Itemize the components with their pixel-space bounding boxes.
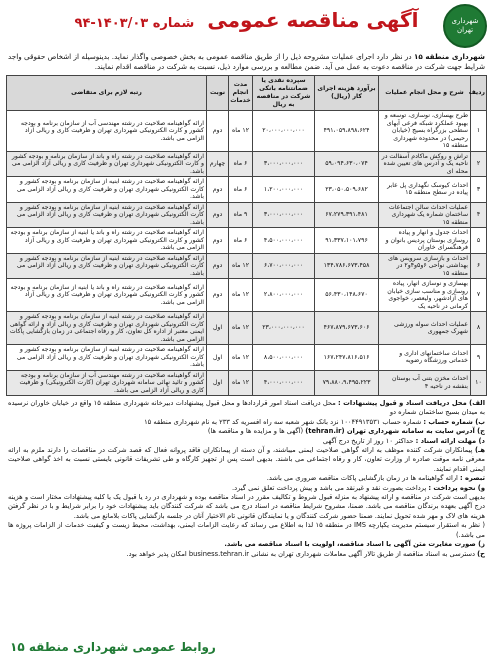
- note-label: تبصره :: [460, 474, 485, 483]
- cell-desc: احداث و بازسازی سرویس های بهداشتی نواحی ۶و۵و۴و۲ در منطقه ۱۵: [379, 253, 471, 279]
- cell-deposit: ۲،۸۰۰،۰۰۰،۰۰۰: [253, 279, 315, 312]
- cell-deposit: ۱،۲۰۰،۰۰۰،۰۰۰: [253, 177, 315, 203]
- cell-qual: ارائه گواهینامه صلاحیت در رشته راه و باند یا ابنیه از سازمان برنامه و بودجه کشور و کارت الکترونیکی شهرداری تهران و ظرفیت کاری و ریالی آزاد الزامی می باشد.: [7, 228, 207, 254]
- note-text: بدیهی است شرکت در مناقصه و ارائه پیشنهاد به منزله قبول شروط و تکالیف مقرر در اسناد مناقصه بوده و شهرداری در رد یا قبول یک یا کلیه پیشنهادات مختار است و هزینه درج آگهی بعهده برندگان مناقصه می باشد. ضمنا، مشروح شرایط مناقصه در اسناد درج می باشد که شرکت کنندگان باید پیشنهادات خود را برابر شرایط و با در نظر گرفتن هزینه های لاک و مهر شده تحویل نمایند. ضمنا حضور شرکت کنندگان و یا نمایندگان قانونی تام الاختیار آنان در جلسه بازگشایی پاکات بلامانع می باشد.: [8, 493, 485, 520]
- note-label: ب) شماره حساب :: [423, 417, 485, 426]
- note-label: ج) آدرس سایت به سامانه شهرداری تهران (tehran.ir): [305, 427, 485, 436]
- cell-row: ۱۰: [471, 370, 487, 396]
- note-label: الف) محل دریافت اسناد و قبول پیشنهادات :: [338, 399, 485, 407]
- intro-lead: شهرداری منطقه ۱۵: [413, 52, 485, 61]
- cell-duration: ۱۲ ماه: [229, 111, 253, 152]
- col-qual: رتبه لازم برای متقاضی: [7, 76, 207, 111]
- note-item: [8, 521, 485, 540]
- cell-desc: بهسازی و نوسازی انهار، پیاده روسازی و مناسب سازی خیابان های آزادشهر، ولیعصر، خواجوی کرمانی در ناحیه یک: [379, 279, 471, 312]
- col-duration: مدت انجام خدمات: [229, 76, 253, 111]
- cell-desc: احداث جدول و انهار و پیاده روسازی بوستان پردیس بانوان و فرهنگسرای خاوران: [379, 228, 471, 254]
- note-item: [8, 550, 485, 559]
- note-item: [8, 484, 485, 493]
- cell-duration: ۱۲ ماه: [229, 370, 253, 396]
- cell-row: ۲: [471, 151, 487, 177]
- cell-estimate: ۹۱،۳۳۷،۱۰۱،۷۹۶: [315, 228, 379, 254]
- cell-type: اول: [207, 312, 229, 345]
- cell-type: دوم: [207, 111, 229, 152]
- cell-row: ۷: [471, 279, 487, 312]
- cell-deposit: ۴،۵۰۰،۰۰۰،۰۰۰: [253, 228, 315, 254]
- ad-number: شماره ۱۴۰۳/۰۳-۹۴: [74, 16, 195, 31]
- cell-estimate: ۵۹،۰۹۴،۶۳۰،۰۷۴: [315, 151, 379, 177]
- cell-estimate: ۲۳،۰۵۰،۵۰۹،۶۸۲: [315, 177, 379, 203]
- note-item: [8, 540, 485, 549]
- municipality-logo: [443, 4, 487, 48]
- note-text: ( نظر به استقرار سیستم مدیریت یکپارچه IMS در منطقه ۱۵ لذا به اطلاع می رساند که رعایت الزامات ایمنی، بهداشت، محیط زیست و کیفیت خدمات از الزامات پروژه ها می باشد.): [8, 521, 485, 539]
- cell-desc: احداث مخزن بتنی آب بوستان بنفشه در ناحیه ۴: [379, 370, 471, 396]
- note-text: پیمانکاران شرکت کننده موظف به ارائه گواهی صلاحیت ایمنی میباشند، و آن دسته از پیمانکاران فاقد پروانه فعال که قصد شرکت در مناقصات را دارند ملزم به ارائه معرفی نامه موقت صادره از وزارت تعاون، کار و رفاه اجتماعی می باشند. بدیهی است پس از تجهیز کارگاه و طی تشریفات قانونی بایستی نسبت به اخذ گواهی صلاحیت ایمنی اقدام نمایند.: [8, 446, 485, 473]
- cell-deposit: ۲۳،۰۰۰،۰۰۰،۰۰۰: [253, 312, 315, 345]
- cell-qual: ارائه گواهینامه صلاحیت در رشته مهندسی آب از سازمان برنامه و بودجه کشور و کارت الکترونیکی شهرداری تهران و ظرفیت کاری و ریالی آزاد الزامی می باشد.: [7, 111, 207, 152]
- note-text: پرداخت بصورت نقد و غیرنقد می باشد و پیش پرداخت تعلق نمی گیرد.: [231, 483, 429, 492]
- table-body: [7, 111, 487, 396]
- cell-type: اول: [207, 345, 229, 371]
- cell-qual: ارائه گواهینامه صلاحیت در رشته ابنیه از سازمان برنامه و بودجه کشور و کارت الکترونیکی شهرداری تهران و ظرفیت کاری و ریالی آزاد و ارائه گواهی ایمنی معتبر از اداره کل تعاون، کار و رفاه اجتماعی در زمان بازگشایی پاکات الزامی می باشد.: [7, 312, 207, 345]
- cell-qual: ارائه گواهینامه صلاحیت در رشته راه و باند یا ابنیه از سازمان برنامه و بودجه کشور و کارت الکترونیکی شهرداری تهران و ظرفیت کاری و ریالی آزاد الزامی می باشد.: [7, 279, 207, 312]
- cell-qual: ارائه گواهینامه صلاحیت در رشته ابنیه از سازمان برنامه و بودجه کشور و کارت الکترونیکی شهرداری تهران و ظرفیت کاری و ریالی آزاد الزامی می باشد.: [7, 345, 207, 371]
- table-row: [7, 177, 487, 203]
- note-text: محل دریافت اسناد امور قراردادها و محل قبول پیشنهادات دبیرخانه شهرداری منطقه ۱۵ واقع در خیابان خاوران نرسیده به میدان بسیج ساختمان شماره دو: [8, 399, 485, 417]
- cell-desc: عملیات احداث سالن اجتماعات ساختمان شماره یک شهرداری منطقه ۱۵: [379, 202, 471, 228]
- table-row: [7, 202, 487, 228]
- table-row: [7, 312, 487, 345]
- cell-deposit: ۶،۷۰۰،۰۰۰،۰۰۰: [253, 253, 315, 279]
- table-header-row: [7, 76, 487, 111]
- cell-type: اول: [207, 370, 229, 396]
- cell-type: چهارم: [207, 151, 229, 177]
- cell-qual: ارائه گواهینامه صلاحیت در رشته ابنیه از سازمان برنامه و بودجه کشور و کارت الکترونیکی شهرداری تهران و ظرفیت کاری و ریالی آزاد الزامی می باشد.: [7, 177, 207, 203]
- cell-duration: ۶ ماه: [229, 151, 253, 177]
- note-label: هـ): [475, 446, 485, 455]
- col-row: ردیف: [471, 76, 487, 111]
- cell-type: دوم: [207, 228, 229, 254]
- cell-duration: ۱۲ ماه: [229, 345, 253, 371]
- cell-estimate: ۱۳۴،۷۸۶،۶۷۳،۴۵۸: [315, 253, 379, 279]
- cell-type: دوم: [207, 253, 229, 279]
- cell-duration: ۶ ماه: [229, 177, 253, 203]
- cell-estimate: ۴۶۷،۸۷۹،۶۷۳،۶۰۶: [315, 312, 379, 345]
- notes-section: [8, 399, 485, 559]
- cell-type: دوم: [207, 177, 229, 203]
- table-row: [7, 228, 487, 254]
- table-row: [7, 111, 487, 152]
- cell-duration: ۶ ماه: [229, 228, 253, 254]
- cell-qual: ارائه گواهینامه صلاحیت در رشته ابنیه از سازمان برنامه و بودجه کشور و کارت الکترونیکی شهرداری تهران و ظرفیت کاری و ریالی آزاد الزامی می باشد.: [7, 202, 207, 228]
- cell-estimate: ۴۹۱،۰۵۹،۸۹۸،۶۲۴: [315, 111, 379, 152]
- footer-signature: روابط عمومی شهرداری منطقه ۱۵: [10, 640, 216, 654]
- cell-duration: ۹ ماه: [229, 202, 253, 228]
- cell-qual: ارائه گواهینامه صلاحیت در رشته مهندسی آب از سازمان برنامه و بودجه کشور و تائید نهائی سامانه شهرداری تهران (کارت الکترونیکی) و ظرفیت کاری و ریالی آزاد الزامی می باشد.: [7, 370, 207, 396]
- cell-deposit: ۳،۰۰۰،۰۰۰،۰۰۰: [253, 202, 315, 228]
- note-item: [8, 493, 485, 521]
- cell-duration: ۱۲ ماه: [229, 279, 253, 312]
- note-label: ح): [477, 549, 485, 558]
- note-text: شماره حساب ۱۰۰۴۴۹۱۳۵۳۱ نزد بانک شهر شعبه سه راه افسریه کد ۲۳۳ به نام شهرداری منطقه ۱۵: [144, 417, 424, 426]
- cell-deposit: ۳،۰۰۰،۰۰۰،۰۰۰: [253, 151, 315, 177]
- cell-desc: طرح بهسازی، نوسازی، توسعه و بهبود عملکرد شبکه فرعی آبهای سطحی بزرگراه بسیج (خیابان رحیمی) در محدوده شهرداری منطقه ۱۵: [379, 111, 471, 152]
- cell-type: دوم: [207, 202, 229, 228]
- col-deposit: سپرده نقدی یا ضمانتنامه بانکی شرکت در مناقصه به ریال: [253, 76, 315, 111]
- cell-estimate: ۵۶،۴۳۰،۱۴۸،۶۷۰: [315, 279, 379, 312]
- note-text: ارائه گواهینامه ها در زمان بازگشایی پاکات مناقصه ضروری می باشد.: [266, 474, 461, 483]
- cell-desc: عملیات احداث سوله ورزشی شهرک جمهوری: [379, 312, 471, 345]
- title-block: [50, 4, 443, 32]
- cell-qual: ارائه گواهینامه صلاحیت در رشته ابنیه از سازمان برنامه و بودجه کشور و کارت الکترونیکی شهرداری تهران و ظرفیت کاری و ریالی آزاد الزامی می باشد.: [7, 253, 207, 279]
- cell-row: ۵: [471, 228, 487, 254]
- cell-type: دوم: [207, 279, 229, 312]
- cell-row: ۹: [471, 345, 487, 371]
- note-item: [8, 446, 485, 474]
- table-row: [7, 253, 487, 279]
- table-row: [7, 345, 487, 371]
- cell-row: ۱: [471, 111, 487, 152]
- col-estimate: برآورد هزینه اجرای کار (ریال): [315, 76, 379, 111]
- cell-row: ۴: [471, 202, 487, 228]
- cell-qual: ارائه گواهینامه صلاحیت در رشته راه و باند از سازمان برنامه و بودجه کشور و کارت الکترونیکی شهرداری تهران و ظرفیت کاری و ریالی آزاد الزامی می باشد.: [7, 151, 207, 177]
- cell-desc: احداث ساختمانهای اداری و خدماتی ورزشگاه رضویه: [379, 345, 471, 371]
- intro-paragraph: [8, 52, 485, 72]
- note-item: [8, 437, 485, 446]
- note-label: د) مهلت ارائه اسناد :: [415, 436, 485, 445]
- note-item: [8, 418, 485, 427]
- note-label: ز) صورت مغایرت متن آگهی با اسناد مناقصه، اولویت با اسناد مناقصه می باشد.: [224, 540, 485, 549]
- cell-desc: احداث کیوسک نگهداری پل عابر پیاده در سطح منطقه ۱۵: [379, 177, 471, 203]
- ad-header: [6, 4, 487, 50]
- cell-desc: تراش و روکش ماکادم آسفالت در ناحیه یک و آدرس های تعیین شده محله ای: [379, 151, 471, 177]
- cell-row: ۶: [471, 253, 487, 279]
- note-text: حداکثر ۱۰ روز از تاریخ درج آگهی: [322, 436, 416, 445]
- note-label: و) نحوه پرداخت :: [428, 483, 485, 492]
- cell-deposit: ۲۰،۰۰۰،۰۰۰،۰۰۰: [253, 111, 315, 152]
- col-type: نوبت: [207, 76, 229, 111]
- table-row: [7, 370, 487, 396]
- intro-text: در نظر دارد اجرای عملیات مشروحه ذیل را از طریق مناقصه عمومی به بخش خصوصی واگذار نماید. بدینوسیله از اشخاص حقوقی واجد شرایط جهت شرکت در مناقصه دعوت به عمل می آید. ضمن مطالعه و بررسی موارد ذیل، نسبت به شرکت در مناقصه اقدام نمایند.: [8, 52, 485, 71]
- note-text: دسترسی به اسناد مناقصه از طریق تالار آگهی معاملات شهرداری تهران به نشانی business.tehran.ir امکان پذیر خواهد بود.: [126, 549, 478, 558]
- cell-estimate: ۶۷،۲۷۹،۳۹۱،۴۸۱: [315, 202, 379, 228]
- cell-row: ۸: [471, 312, 487, 345]
- cell-duration: ۱۲ ماه: [229, 312, 253, 345]
- logo-text: شهرداری تهران: [451, 17, 479, 34]
- note-item: [8, 399, 485, 418]
- ad-title: آگهی مناقصه عمومی: [207, 8, 419, 32]
- cell-estimate: ۷۹،۸۸۰،۹،۴۹۵،۲۲۳: [315, 370, 379, 396]
- note-item: [8, 427, 485, 436]
- tender-table: [6, 75, 487, 396]
- note-text: (آگهی ها و مزایده ها و مناقصه ها): [207, 427, 306, 436]
- table-row: [7, 151, 487, 177]
- col-desc: شرح و محل انجام عملیات: [379, 76, 471, 111]
- table-row: [7, 279, 487, 312]
- cell-estimate: ۱۶۷،۲۴۷،۸۱۶،۵۱۶: [315, 345, 379, 371]
- cell-deposit: ۴،۰۰۰،۰۰۰،۰۰۰: [253, 370, 315, 396]
- cell-duration: ۱۲ ماه: [229, 253, 253, 279]
- note-item: [8, 474, 485, 483]
- cell-deposit: ۸،۵۰۰،۰۰۰،۰۰۰: [253, 345, 315, 371]
- cell-row: ۳: [471, 177, 487, 203]
